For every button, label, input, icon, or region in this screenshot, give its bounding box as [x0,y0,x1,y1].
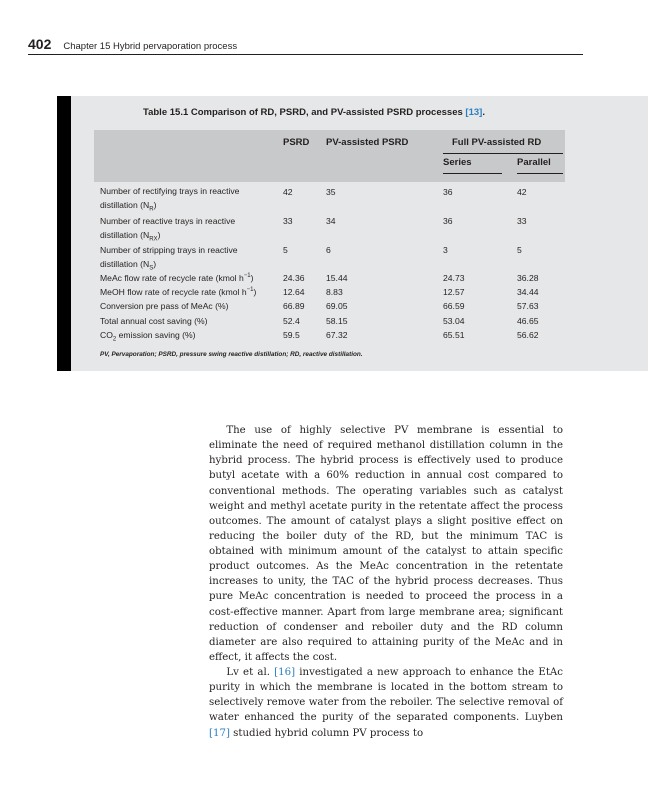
col-header-full-pv-assisted-rd: Full PV-assisted RD [452,137,542,148]
cell-series: 36 [443,216,453,226]
table-footnote: PV, Pervaporation; PSRD, pressure swing reactive distillation; RD, reactive distillation. [100,351,363,358]
cell-pv-psrd: 8.83 [326,287,343,297]
cell-series: 65.51 [443,330,465,340]
cell-series: 3 [443,245,448,255]
table-title: Table 15.1 Comparison of RD, PSRD, and PV-assisted PSRD processes [13]. [143,107,485,118]
cell-psrd: 52.4 [283,316,300,326]
cell-parallel: 42 [517,187,527,197]
cell-parallel: 56.62 [517,330,539,340]
table-row-label: MeOH flow rate of recycle rate (kmol $h^{-1}$) [100,287,257,297]
header-rule [28,54,583,55]
citation-link[interactable]: [17] [209,727,230,739]
table-row-label: Number of rectifying trays in reactive distillation $(N_R)$ [100,186,240,213]
cell-pv-psrd: 34 [326,216,336,226]
body-text [209,423,563,741]
table-row-label: MeAc flow rate of recycle rate (kmol $h^{-1}$) [100,273,254,283]
paragraph: The use of highly selective PV membrane is essential to eliminate the need of required methanol distillation column in the hybrid process. The hybrid process is effectively used to produce butyl acetate with a 60% reduction in annual cost compared to conventional methods. The operating variables such as catalyst weight and methyl acetate purity in the retentate affect the process outcomes. The amount of catalyst plays a slight positive effect on reducing the boiler duty of the RD, but the minimum TAC is obtained with minimum amount of the catalyst to attain specific product outcomes. As the MeAc concentration in the retentate increases to unity, the TAC of the hybrid process decreases. Thus pure MeAc concentration is needed to proceed the process in a cost-effective manner. Apart from large membrane area; significant reduction of condenser and reboiler duty and the RD column diameter are also required to attaining purity of the MeAc and in effect, it affects the cost. [209,425,563,663]
cell-series: 36 [443,187,453,197]
cell-pv-psrd: 69.05 [326,301,348,311]
chapter-title: Chapter 15 Hybrid pervaporation process [63,41,238,52]
table-row-label: Total annual cost saving (%) [100,316,208,326]
cell-series: 53.04 [443,316,465,326]
cell-parallel: 36.28 [517,273,539,283]
table-row-label: Number of reactive trays in reactive distillation $(N_{RX})$ [100,216,236,243]
page-number: 402 [28,36,52,52]
cell-pv-psrd: 67.32 [326,330,348,340]
cell-series: 24.73 [443,273,465,283]
series-rule [443,173,502,174]
group-header-rule [443,153,563,154]
cell-parallel: 34.44 [517,287,539,297]
cell-pv-psrd: 35 [326,187,336,197]
table-title-reference-link[interactable]: [13] [465,107,483,118]
col-header-psrd: PSRD [283,137,310,148]
cell-psrd: 59.5 [283,330,300,340]
cell-psrd: 12.64 [283,287,305,297]
cell-series: 12.57 [443,287,465,297]
cell-psrd: 33 [283,216,293,226]
paragraph: Lv et al. [16] investigated a new approach to enhance the EtAc purity in which the membrane is located in the bottom stream to selectively remove water from the reboiler. The selective removal of water enhanced the purity of the separated components. Luyben [17] studied hybrid column PV process to [209,667,563,739]
page-header [28,36,588,52]
cell-parallel: 33 [517,216,527,226]
col-header-pv-assisted-psrd: PV-assisted PSRD [326,137,409,148]
parallel-rule [517,173,563,174]
cell-psrd: 5 [283,245,288,255]
table-side-bar [57,96,71,371]
table-row-label: Conversion pre pass of MeAc (%) [100,301,229,311]
cell-psrd: 66.89 [283,301,305,311]
table-row-label: Number of stripping trays in reactive distillation $(N_S)$ [100,245,238,272]
cell-psrd: 24.36 [283,273,305,283]
cell-series: 66.59 [443,301,465,311]
cell-pv-psrd: 15.44 [326,273,348,283]
col-header-series: Series [443,157,472,168]
cell-parallel: 5 [517,245,522,255]
cell-pv-psrd: 58.15 [326,316,348,326]
cell-parallel: 57.63 [517,301,539,311]
table-row-label: $CO_2$ emission saving (%) [100,330,196,343]
cell-parallel: 46.65 [517,316,539,326]
cell-psrd: 42 [283,187,293,197]
citation-link[interactable]: [16] [274,667,296,678]
col-header-parallel: Parallel [517,157,551,168]
cell-pv-psrd: 6 [326,245,331,255]
